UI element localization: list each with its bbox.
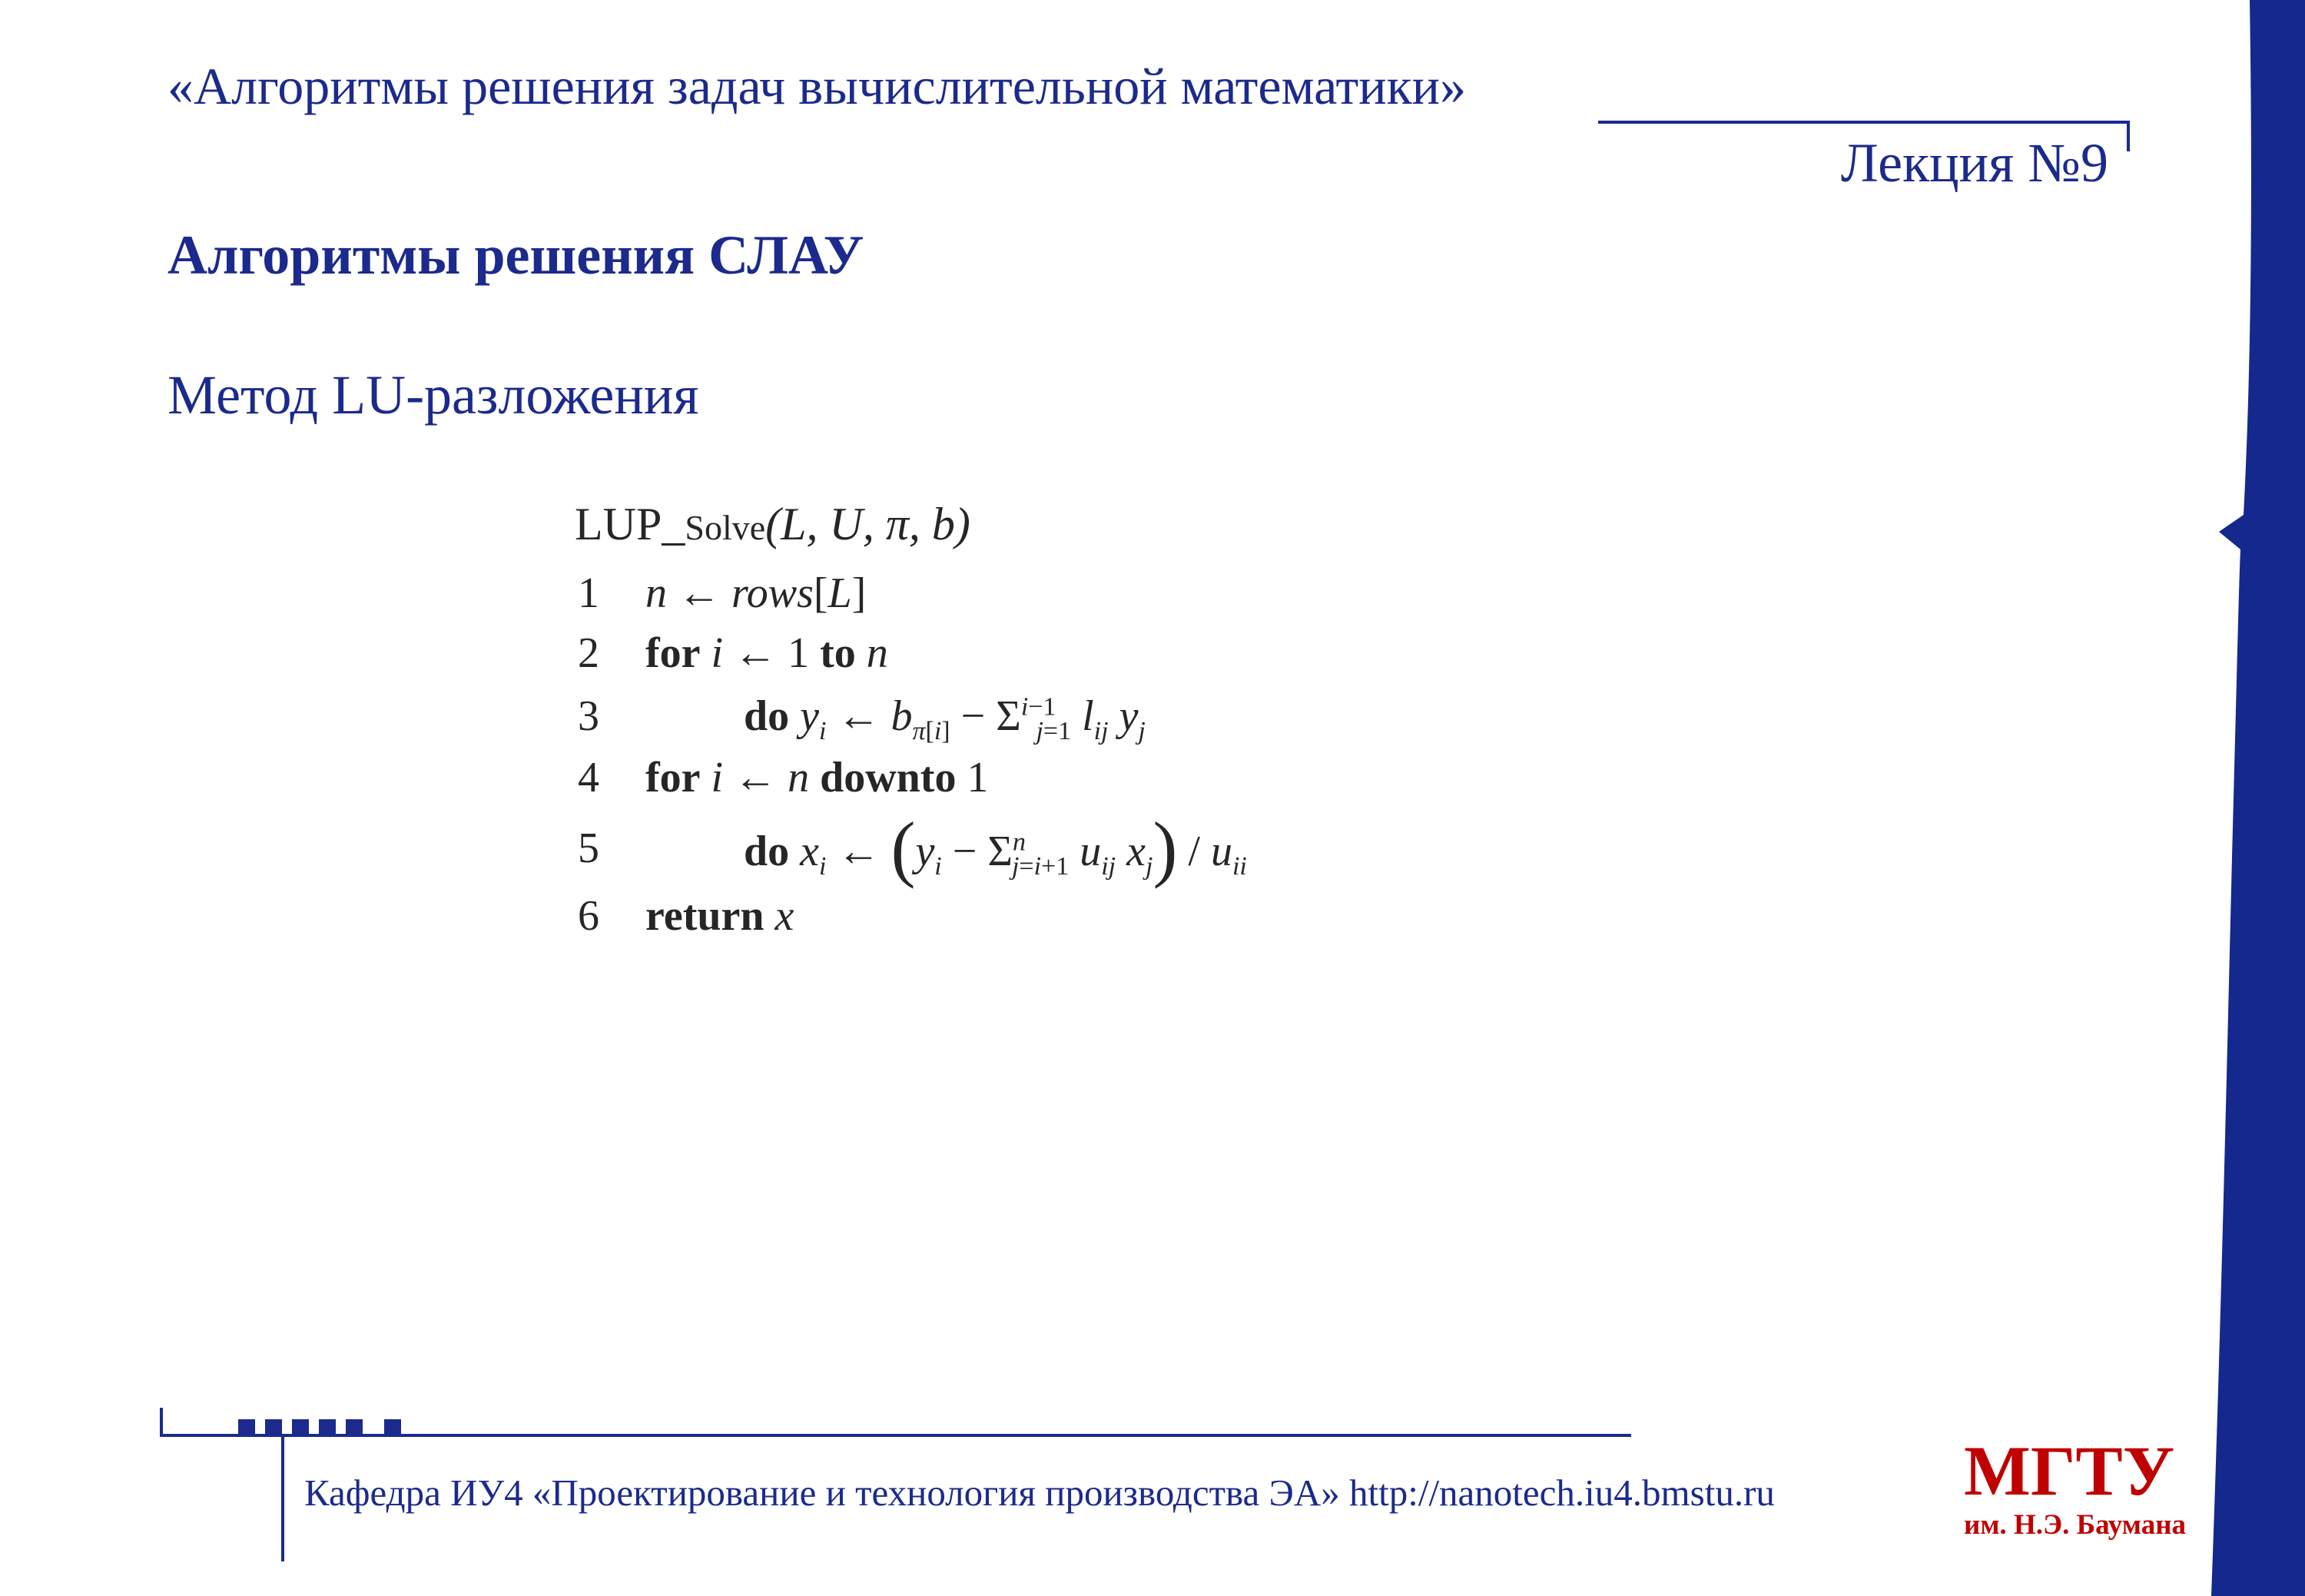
footer-square: [292, 1419, 309, 1436]
algorithm-name: [575, 501, 970, 547]
method-title: Метод LU-разложения: [167, 364, 699, 426]
line-code: do $y_i$ ← $b_{\pi[i]} - \Sigma^{i-1}_{j=1}$ $l_{ij}$ $y_j$: [744, 692, 1146, 746]
lecture-number: Лекция №9: [1840, 132, 2108, 194]
footer-square: [265, 1419, 282, 1436]
algorithm-block: [575, 501, 1435, 947]
footer-square: [319, 1419, 336, 1436]
university-logo: МГТУ: [1964, 1432, 2175, 1510]
section-title: Алгоритмы решения СЛАУ: [167, 224, 864, 286]
algorithm-name-smallcaps: Solve: [685, 508, 766, 547]
footer-square: [384, 1419, 401, 1436]
footer-square: [346, 1419, 363, 1436]
line-number: 3: [578, 692, 599, 740]
line-code: do $x_i$ ← ($y_i - \Sigma^n_{j=i+1}$ $u_{ij}$ $x_j) / u_{ii}$: [744, 807, 1247, 889]
course-title: «Алгоритмы решения задач вычислительной математики»: [167, 57, 1467, 115]
footer-rule: [160, 1434, 1631, 1437]
line-code: for i ← n downto 1: [645, 754, 989, 801]
department-footer: Кафедра ИУ4 «Проектирование и технология производства ЭА» http://nanotech.iu4.bmstu.ru: [304, 1472, 1775, 1514]
line-number: 6: [578, 892, 599, 940]
line-number: 5: [578, 825, 599, 872]
algorithm-name-prefix: LUP_: [575, 499, 685, 549]
line-code: return x: [645, 892, 794, 940]
line-code: for i ← 1 to n: [645, 629, 888, 677]
line-code: n ← rows[L]: [645, 569, 867, 617]
header-rule-tick: [2127, 121, 2130, 151]
footer-square: [238, 1419, 255, 1436]
footer-vertical-rule: [281, 1434, 284, 1561]
university-logo-subtitle: им. Н.Э. Баумана: [1964, 1509, 2187, 1541]
right-decorative-band: [2205, 0, 2305, 1596]
footer-rule-tick-left: [160, 1408, 163, 1437]
line-number: 4: [578, 754, 599, 801]
header-rule: [1598, 121, 2130, 124]
line-number: 1: [578, 569, 599, 617]
algorithm-arguments: (L, U, π, b): [765, 499, 970, 549]
line-number: 2: [578, 629, 599, 677]
